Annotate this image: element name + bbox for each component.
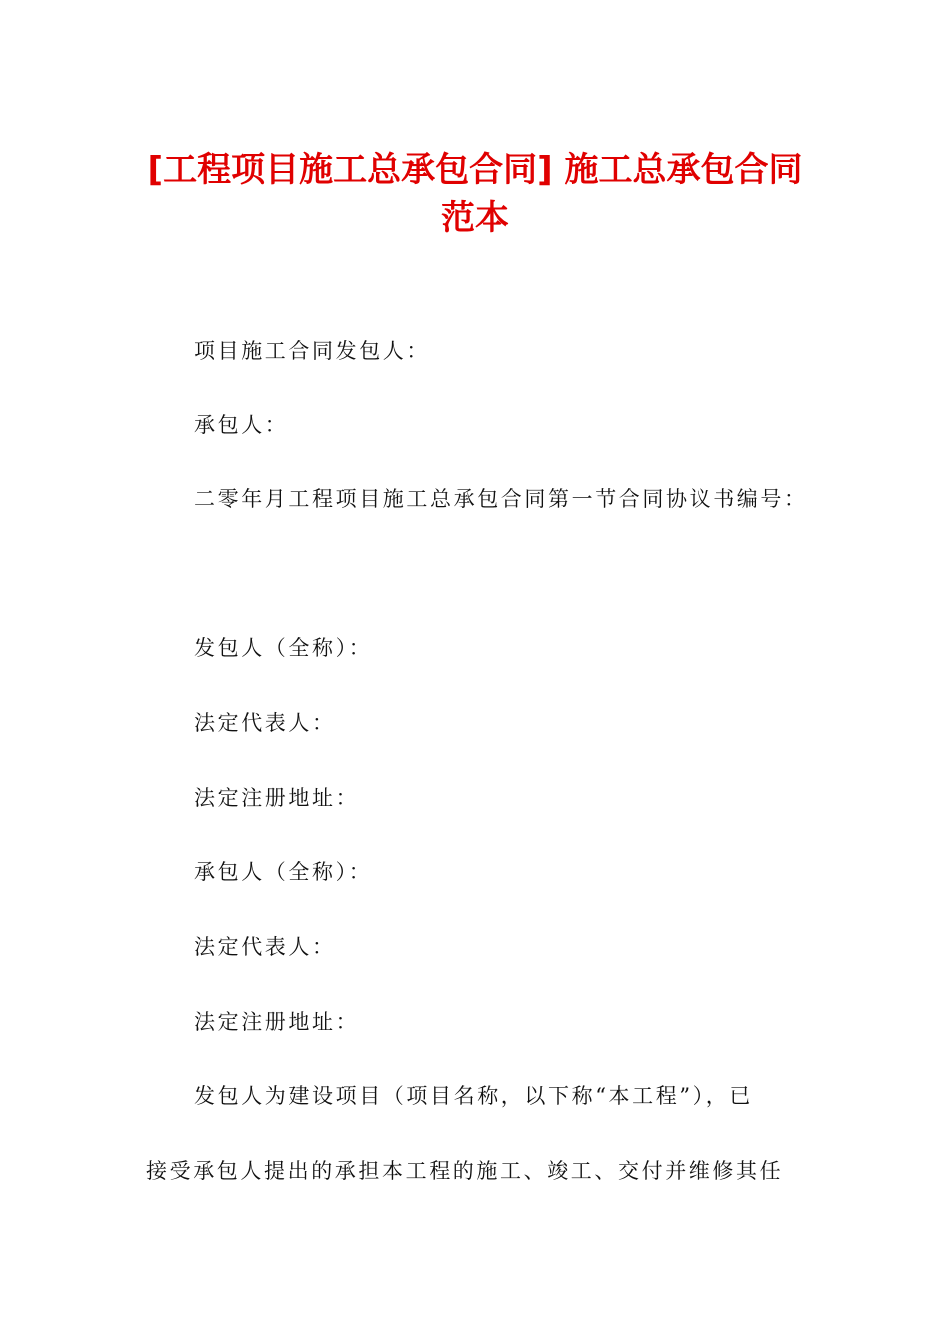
contractor-registered-address-line: 法定注册地址：	[194, 1010, 360, 1034]
document-title-line-2: 范本	[441, 198, 509, 238]
document-title	[100, 146, 850, 242]
employer-registered-address-line: 法定注册地址：	[194, 786, 360, 810]
agreement-number-line: 二零年月工程项目施工总承包合同第一节合同协议书编号：	[194, 487, 808, 511]
employer-legal-representative-line: 法定代表人：	[194, 711, 336, 735]
contractor-line: 承包人：	[194, 413, 289, 437]
contractor-full-name-line: 承包人（全称）：	[194, 860, 373, 884]
paragraph-line-1: 发包人为建设项目（项目名称，以下称“本工程”），已	[194, 1084, 753, 1108]
employer-line: 项目施工合同发包人：	[194, 339, 430, 363]
paragraph-line-2: 接受承包人提出的承担本工程的施工、竣工、交付并维修其任	[146, 1159, 784, 1183]
employer-full-name-line: 发包人（全称）：	[194, 636, 373, 660]
document-title-line-1: [工程项目施工总承包合同] 施工总承包合同	[147, 150, 803, 190]
contractor-legal-representative-line: 法定代表人：	[194, 935, 336, 959]
